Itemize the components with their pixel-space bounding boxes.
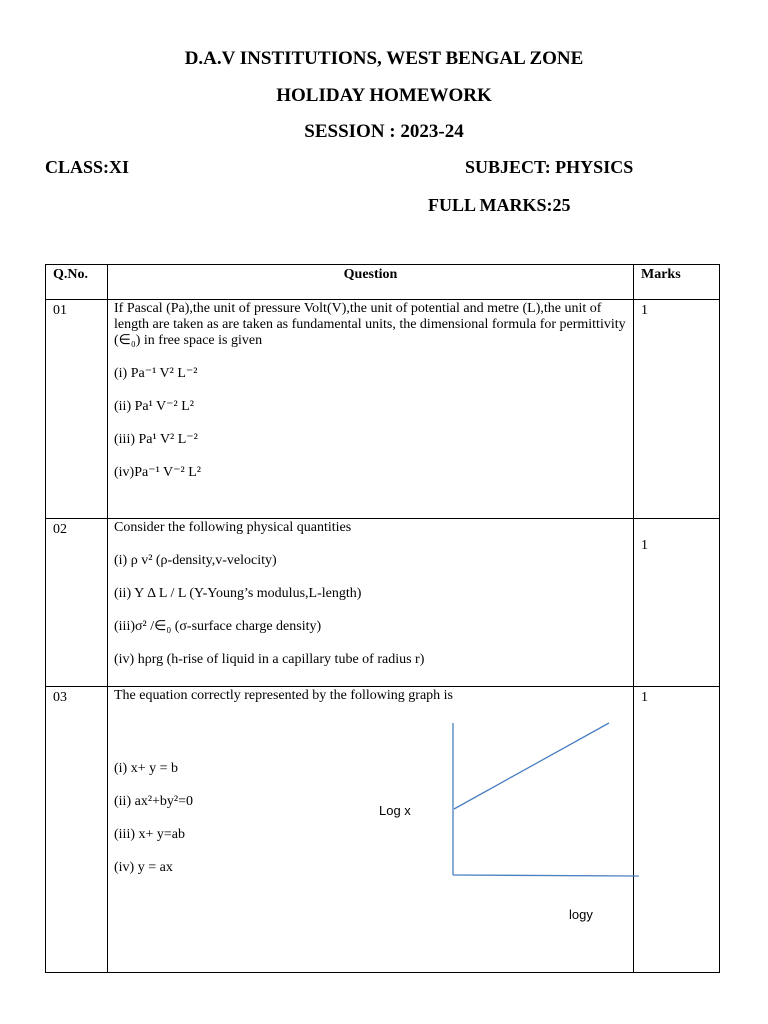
graph-x-axis (453, 875, 639, 876)
question-cell (108, 687, 634, 973)
log-graph (443, 721, 643, 891)
option-item: (iv) y = ax (114, 860, 173, 875)
question-table (45, 264, 720, 973)
column-header-qno: Q.No. (46, 265, 108, 300)
option-item: (i) Pa⁻¹ V² L⁻² (114, 366, 198, 381)
option-item: (ii) Y Δ L / L (Y-Young’s modulus,L-length) (114, 586, 362, 601)
question-text: The equation correctly represented by the following graph is (114, 688, 453, 703)
question-text: Consider the following physical quantities (114, 520, 352, 535)
question-number: 02 (46, 519, 108, 687)
class-label: CLASS:XI (45, 157, 130, 177)
question-number: 03 (46, 687, 108, 973)
column-header-marks: Marks (634, 265, 720, 300)
subject-label: SUBJECT: PHYSICS (465, 157, 634, 177)
column-header-question: Question (108, 265, 634, 300)
table-row (46, 300, 720, 519)
question-cell (108, 519, 634, 687)
option-item: (iv) hρrg (h-rise of liquid in a capillary tube of radius r) (114, 652, 425, 667)
option-item: (iii) x+ y=ab (114, 827, 185, 842)
option-item: (i) x+ y = b (114, 761, 179, 776)
question-number: 01 (46, 300, 108, 519)
option-item: (iv)Pa⁻¹ V⁻² L² (114, 465, 201, 480)
table-header-row (46, 265, 720, 300)
option-item: (ii) ax²+by²=0 (114, 794, 194, 809)
graph-y-label: Log x (379, 803, 411, 818)
graph-x-label: logy (569, 907, 593, 922)
table-row (46, 687, 720, 973)
option-item: (ii) Pa¹ V⁻² L² (114, 399, 194, 414)
question-cell (108, 300, 634, 519)
marks-value: 1 (634, 687, 720, 973)
document-title: HOLIDAY HOMEWORK (276, 85, 492, 106)
option-item: (i) ρ v² (ρ-density,v-velocity) (114, 553, 277, 568)
question-text: If Pascal (Pa),the unit of pressure Volt(V),the unit of potential and metre (L),the unit of length are taken as are taken as fundamental units, the dimensional formula for permittivity (∈₀) in free space is given (114, 301, 626, 348)
table-row (46, 519, 720, 687)
option-item: (iii)σ² /∈₀ (σ-surface charge density) (114, 619, 322, 634)
graph-line (454, 723, 609, 809)
marks-value: 1 (634, 519, 720, 687)
institution-title: D.A.V INSTITUTIONS, WEST BENGAL ZONE (184, 48, 584, 69)
option-item: (iii) Pa¹ V² L⁻² (114, 432, 198, 447)
marks-value: 1 (634, 300, 720, 519)
full-marks-label: FULL MARKS:25 (428, 195, 571, 215)
session-label: SESSION : 2023-24 (304, 121, 464, 142)
